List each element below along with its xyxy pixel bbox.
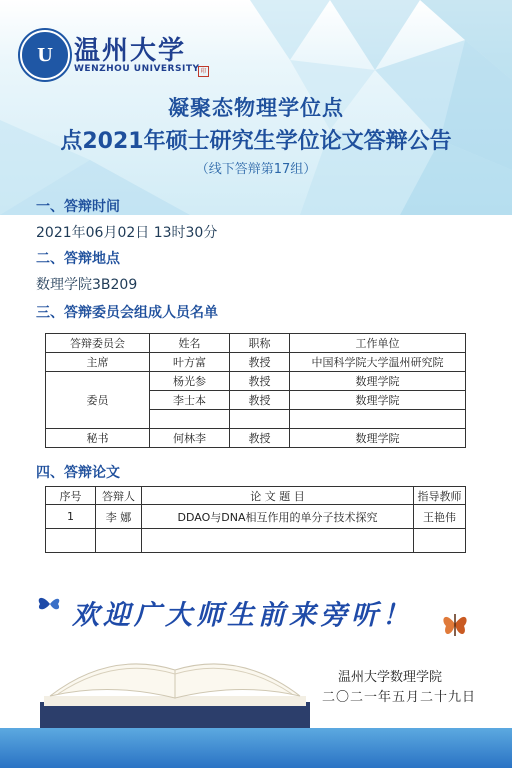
chair-unit: 中国科学院大学温州研究院: [290, 353, 466, 372]
table-row: [46, 353, 466, 372]
open-book-icon: [40, 630, 330, 730]
bottom-bar: [0, 728, 512, 768]
member-title: 教授: [230, 372, 290, 391]
col-header-no: 序号: [46, 487, 96, 505]
secretary-role: 秘书: [46, 429, 150, 448]
chair-title: 教授: [230, 353, 290, 372]
chair-name: 叶方富: [150, 353, 230, 372]
chair-role: 主席: [46, 353, 150, 372]
title-line-2: 点2021年硕士研究生学位论文答辩公告: [60, 129, 452, 154]
col-header-committee: 答辩委员会: [46, 334, 150, 353]
col-header-student: 答辩人: [96, 487, 142, 505]
thesis-no: 1: [46, 505, 96, 529]
university-seal-icon: U: [20, 30, 70, 80]
committee-heading: 三、答辩委员会组成人员名单: [36, 305, 218, 321]
col-header-title: 职称: [230, 334, 290, 353]
place-value: 数理学院3B209: [36, 277, 138, 293]
title-line-1: 凝聚态物理学位点: [168, 96, 344, 120]
table-row: [46, 505, 466, 529]
table-header-row: [46, 487, 466, 505]
member-name: 李士本: [150, 391, 230, 410]
blue-butterfly-icon: [36, 592, 64, 614]
committee-table: [45, 333, 466, 448]
thesis-advisor: 王艳伟: [414, 505, 466, 529]
secretary-name: 何林李: [150, 429, 230, 448]
secretary-title: 教授: [230, 429, 290, 448]
university-logo: [20, 30, 210, 78]
subtitle: （线下答辩第17组）: [195, 162, 317, 177]
member-title: 教授: [230, 391, 290, 410]
table-row: [46, 429, 466, 448]
university-name-cn: 温州大学: [74, 36, 187, 66]
orange-butterfly-icon: [440, 606, 470, 642]
member-role: 委员: [46, 372, 150, 429]
member-unit: 数理学院: [290, 391, 466, 410]
organizer-name: 温州大学数理学院: [338, 670, 443, 685]
welcome-slogan: 欢迎广大师生前来旁听！: [72, 600, 413, 631]
table-header-row: [46, 334, 466, 353]
table-row: [46, 372, 466, 391]
col-header-thesis-title: 论 文 题 目: [142, 487, 414, 505]
thesis-table: [45, 486, 466, 553]
table-row-empty: [46, 529, 466, 553]
thesis-student: 李 娜: [96, 505, 142, 529]
place-heading: 二、答辩地点: [36, 251, 120, 267]
seal-stamp-icon: 印: [198, 66, 209, 77]
time-value: 2021年06月02日 13时30分: [36, 225, 218, 241]
col-header-name: 姓名: [150, 334, 230, 353]
col-header-unit: 工作单位: [290, 334, 466, 353]
thesis-heading: 四、答辩论文: [36, 465, 120, 481]
member-name: 杨光参: [150, 372, 230, 391]
secretary-unit: 数理学院: [290, 429, 466, 448]
member-unit: 数理学院: [290, 372, 466, 391]
col-header-advisor: 指导教师: [414, 487, 466, 505]
university-name-en: WENZHOU UNIVERSITY: [74, 64, 200, 74]
announcement-date: 二〇二一年五月二十九日: [322, 690, 477, 705]
time-heading: 一、答辩时间: [36, 199, 120, 215]
thesis-title: DDAO与DNA相互作用的单分子技术探究: [142, 505, 414, 529]
